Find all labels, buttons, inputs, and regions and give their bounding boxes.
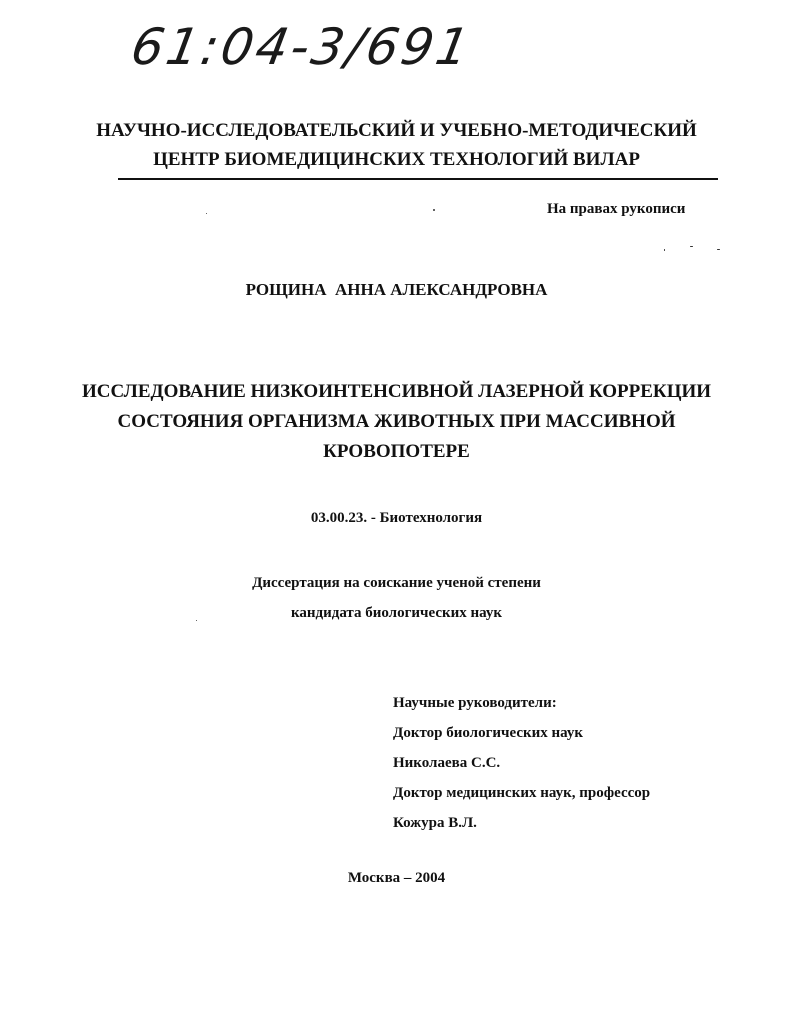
header-divider [118,178,718,180]
scan-speck [206,213,207,214]
title-line-3: КРОВОПОТЕРЕ [323,441,470,462]
specialty-code: 03.00.23. - Биотехнология [310,510,483,526]
degree-statement [0,568,793,628]
degree-line-1: Диссертация на соискание ученой степени [252,575,541,591]
supervisor-1-name: Николаева С.С. [393,755,501,771]
supervisors-heading: Научные руководители: [393,695,557,711]
degree-line-2: кандидата биологических наук [290,605,503,621]
scan-speck [196,620,197,621]
supervisor-1-degree: Доктор биологических наук [393,725,584,741]
title-line-2: СОСТОЯНИЯ ОРГАНИЗМА ЖИВОТНЫХ ПРИ МАССИВНОЙ [117,411,676,432]
rights-note: На правах рукописи [547,201,686,217]
author-name: РОЩИНА АННА АЛЕКСАНДРОВНА [245,280,548,299]
organization-line-1: НАУЧНО-ИССЛЕДОВАТЕЛЬСКИЙ И УЧЕБНО-МЕТОДИЧЕСКИЙ [96,120,697,141]
archive-mark: 61:04-3/691 [126,18,477,76]
scan-speck [690,246,693,247]
supervisors-block [393,688,650,838]
organization-name [0,116,793,174]
organization-line-2: ЦЕНТР БИОМЕДИЦИНСКИХ ТЕХНОЛОГИЙ ВИЛАР [153,149,640,170]
scan-speck [664,249,665,251]
city-year: Москва – 2004 [347,870,446,886]
dissertation-title [0,377,793,467]
scan-speck [717,249,720,250]
supervisor-2-degree: Доктор медицинских наук, профессор [393,785,651,801]
title-line-1: ИССЛЕДОВАНИЕ НИЗКОИНТЕНСИВНОЙ ЛАЗЕРНОЙ КОРРЕКЦИИ [81,381,712,402]
scan-speck [433,209,435,211]
supervisor-2-name: Кожура В.Л. [393,815,477,831]
